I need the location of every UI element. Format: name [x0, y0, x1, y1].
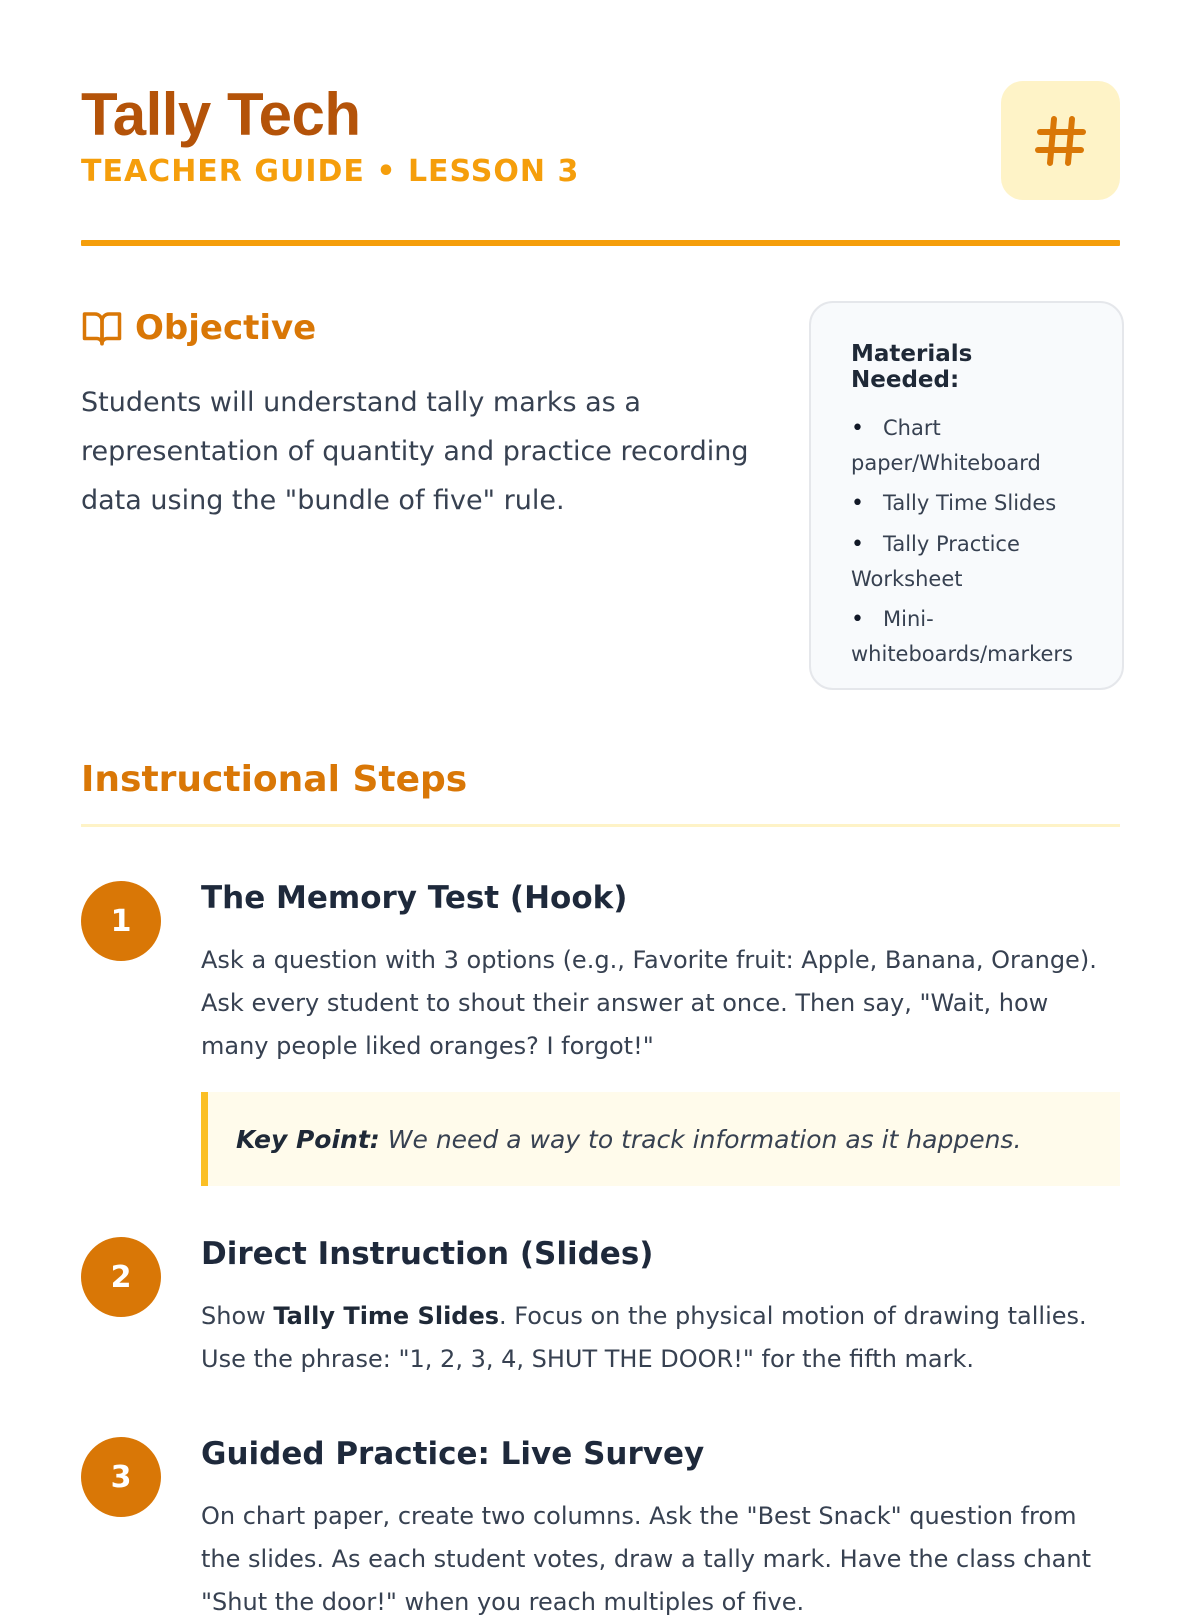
hash-icon-graphic — [1035, 115, 1087, 167]
objective-heading — [81, 298, 761, 358]
step-body — [201, 881, 1120, 1186]
step-text: On chart paper, create two columns. Ask the "Best Snack" question from the slides. As each student votes, draw a tally mark. Have the class chant "Shut the door!" when you reach multiples of five. — [201, 1502, 1091, 1616]
steps-divider — [81, 824, 1120, 827]
key-point-label: Key Point: — [236, 1124, 380, 1154]
book-open-icon — [81, 307, 123, 349]
materials-item: • Tally Time Slides — [851, 486, 1082, 521]
header-divider — [81, 240, 1120, 246]
step-number-badge: 3 — [81, 1437, 161, 1517]
materials-heading: Materials Needed: — [851, 341, 973, 393]
bullet-icon: • — [851, 416, 864, 441]
materials-item: • Chart paper/Whiteboard — [851, 411, 1082, 480]
page-subtitle: TEACHER GUIDE • LESSON 3 — [81, 154, 580, 189]
slides-name: Tally Time Slides — [273, 1302, 500, 1330]
bullet-icon: • — [851, 532, 864, 557]
step-number-badge: 2 — [81, 1237, 161, 1317]
hash-icon — [1001, 81, 1120, 200]
objective-text: Students will understand tally marks as a representation of quantity and practice recording data using the "bundle of five" rule. — [81, 387, 749, 516]
objective-title: Objective — [135, 308, 317, 348]
step-text: Ask a question with 3 options (e.g., Favorite fruit: Apple, Banana, Orange). Ask every student to shout their answer at once. Then say, "Wait, how many people liked oranges? I forgot!" — [201, 946, 1097, 1060]
step-body — [201, 1237, 1120, 1381]
steps-heading: Instructional Steps — [81, 759, 468, 800]
step-title: The Memory Test (Hook) — [201, 880, 628, 916]
lesson-page — [81, 0, 1120, 1616]
header — [81, 0, 1120, 246]
bullet-icon: • — [851, 607, 864, 632]
key-point-text: We need a way to track information as it happens. — [387, 1124, 1022, 1154]
materials-item: • Mini-whiteboards/markers — [851, 602, 1082, 671]
step-body — [201, 1437, 1120, 1624]
key-point-callout — [201, 1092, 1120, 1186]
bullet-icon: • — [851, 491, 864, 516]
materials-card — [809, 301, 1124, 690]
step-text: Show Tally Time Slides. Focus on the physical motion of drawing tallies. Use the phrase: "1, 2, 3, 4, SHUT THE DOOR!" for the fifth mark. — [201, 1302, 1087, 1373]
materials-item: • Tally Practice Worksheet — [851, 527, 1082, 596]
step-title: Guided Practice: Live Survey — [201, 1436, 705, 1472]
step-title: Direct Instruction (Slides) — [201, 1236, 654, 1272]
step-number-badge: 1 — [81, 881, 161, 961]
objective-section — [81, 298, 761, 525]
materials-list — [851, 411, 1082, 671]
page-title: Tally Tech — [81, 81, 361, 148]
